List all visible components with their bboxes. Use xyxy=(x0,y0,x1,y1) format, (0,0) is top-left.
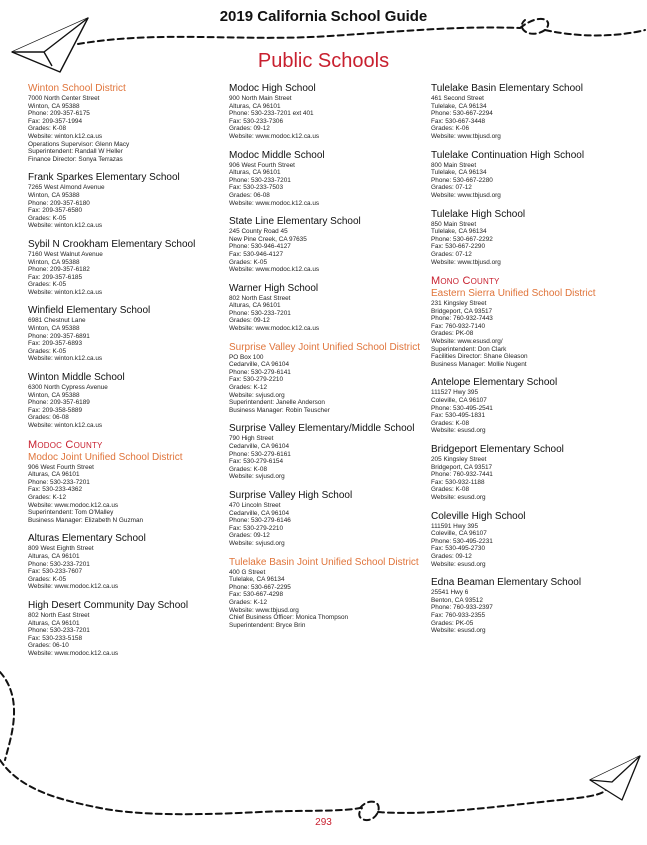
entry-detail-line: Website: www.modoc.k12.ca.us xyxy=(229,132,320,140)
district-entry xyxy=(28,439,223,525)
entry-detail-line: Phone: 530-667-2280 xyxy=(431,176,493,184)
entry-detail-line: Fax: 209-357-6893 xyxy=(28,340,83,348)
county-heading: Mono County xyxy=(431,275,500,288)
entry-detail-line: New Pine Creek, CA 97635 xyxy=(229,235,307,243)
entry-detail-line: Website: www.modoc.k12.ca.us xyxy=(28,583,119,591)
entry-detail-line: 111591 Hwy 395 xyxy=(431,522,479,530)
entry-detail-line: Website: www.modoc.k12.ca.us xyxy=(229,325,320,333)
column-3 xyxy=(431,83,626,644)
school-name: Edna Beaman Elementary School xyxy=(431,577,582,589)
entry-detail-line: 231 Kingsley Street xyxy=(431,300,487,308)
entry-detail-line: Grades: K-05 xyxy=(28,347,67,355)
entry-detail-line: PO Box 100 xyxy=(229,353,264,361)
district-name: Winton School District xyxy=(28,83,126,94)
school-name: Sybil N Crookham Elementary School xyxy=(28,238,196,250)
school-name: Frank Sparkes Elementary School xyxy=(28,172,180,184)
entry-detail-line: Phone: 209-357-6189 xyxy=(28,399,90,407)
entry-detail-line: 900 North Main Street xyxy=(229,95,292,102)
entry-detail-line: Fax: 209-358-5889 xyxy=(28,406,83,414)
entry-detail-line: 906 West Fourth Street xyxy=(229,161,295,169)
section-title: Public Schools xyxy=(257,50,390,72)
entry-detail-line: Fax: 530-279-2210 xyxy=(229,524,284,532)
entry-detail-line: Phone: 530-495-2541 xyxy=(431,404,493,412)
entry-detail-line: Grades: 09-12 xyxy=(229,532,270,540)
entry-detail-line: Superintendent: Randall W Heller xyxy=(28,148,123,156)
entry-detail-line: Website: winton.k12.ca.us xyxy=(28,132,103,140)
entry-detail-line: 111527 Hwy 395 xyxy=(431,389,479,397)
entry-detail-line: Grades: K-12 xyxy=(28,493,67,501)
entry-detail-line: 245 County Road 45 xyxy=(229,228,288,236)
district-name: Tulelake Basin Joint Unified School District xyxy=(229,556,419,568)
entry-detail-line: Business Manager: Mollie Nugent xyxy=(431,360,527,368)
entry-detail-line: Fax: 530-495-2730 xyxy=(431,545,486,553)
district-name: Surprise Valley Joint Unified School District xyxy=(229,341,421,353)
entry-detail-line: Phone: 209-357-6891 xyxy=(28,332,90,340)
entry-detail-line: Phone: 530-495-2231 xyxy=(431,537,493,545)
school-entry xyxy=(229,490,424,548)
entry-detail-line: Website: esusd.org xyxy=(431,427,486,435)
school-entry xyxy=(431,83,626,141)
district-entry xyxy=(431,275,626,368)
school-entry xyxy=(431,150,626,200)
entry-detail-line: Grades: PK-05 xyxy=(431,619,474,627)
entry-detail-line: Fax: 209-357-1994 xyxy=(28,117,83,125)
entry-detail-line: Website: esusd.org xyxy=(431,627,486,635)
school-name: Tulelake Basin Elementary School xyxy=(431,83,583,94)
entry-detail-line: 850 Main Street xyxy=(431,220,477,228)
school-entry xyxy=(28,600,223,658)
entry-detail-line: Tulelake, CA 96134 xyxy=(431,169,487,177)
entry-detail-line: Grades: K-12 xyxy=(229,384,268,392)
entry-detail-line: Grades: 09-12 xyxy=(229,317,270,325)
school-name: Antelope Elementary School xyxy=(431,377,558,389)
entry-detail-line: Website: www.tbjusd.org xyxy=(431,132,501,140)
entry-detail-line: 790 High Street xyxy=(229,435,274,443)
county-heading: Modoc County xyxy=(28,438,103,451)
entry-detail-line: Fax: 530-946-4127 xyxy=(229,250,284,258)
entry-detail-line: Grades: K-05 xyxy=(28,281,67,289)
entry-detail-line: Website: svjusd.org xyxy=(229,391,285,399)
entry-detail-line: Phone: 760-932-7441 xyxy=(431,471,493,479)
entry-detail-line: Grades: 09-12 xyxy=(431,552,472,560)
entry-detail-line: Phone: 530-233-7201 xyxy=(28,627,90,635)
district-entry xyxy=(229,557,424,630)
entry-detail-line: Fax: 530-233-5158 xyxy=(28,634,83,642)
entry-detail-line: Tulelake, CA 96134 xyxy=(431,102,487,110)
entry-detail-line: Winton, CA 95388 xyxy=(28,102,80,110)
entry-detail-line: Phone: 209-357-6180 xyxy=(28,199,90,207)
entry-detail-line: 7000 North Center Street xyxy=(28,95,100,102)
entry-detail-line: Fax: 530-932-1188 xyxy=(431,478,485,486)
entry-detail-line: Website: www.modoc.k12.ca.us xyxy=(28,501,119,509)
entry-detail-line: Alturas, CA 96101 xyxy=(28,619,80,627)
entry-detail-line: Website: winton.k12.ca.us xyxy=(28,422,103,429)
entry-detail-line: Alturas, CA 96101 xyxy=(229,302,281,310)
entry-detail-line: Fax: 530-667-2290 xyxy=(431,243,486,251)
entry-detail-line: Fax: 760-933-2355 xyxy=(431,611,486,619)
entry-detail-line: Grades: K-05 xyxy=(229,258,268,266)
school-entry xyxy=(28,239,223,297)
school-name: Winfield Elementary School xyxy=(28,305,151,317)
entry-detail-line: Phone: 760-933-2397 xyxy=(431,604,493,612)
entry-detail-line: Tulelake, CA 96134 xyxy=(431,228,487,236)
school-entry xyxy=(28,305,223,363)
entry-detail-line: 906 West Fourth Street xyxy=(28,463,94,471)
entry-detail-line: Grades: 06-10 xyxy=(28,642,69,650)
school-name: Surprise Valley Elementary/Middle School xyxy=(229,423,415,435)
entry-detail-line: Phone: 530-233-7201 xyxy=(229,176,291,184)
entry-detail-line: 25541 Hwy 6 xyxy=(431,589,469,597)
entry-detail-line: 205 Kingsley Street xyxy=(431,456,487,463)
school-entry xyxy=(229,283,424,333)
entry-detail-line: Grades: K-08 xyxy=(28,125,67,133)
entry-detail-line: 7160 West Walnut Avenue xyxy=(28,250,103,258)
entry-detail-line: Cedarville, CA 96104 xyxy=(229,509,290,517)
entry-detail-line: Phone: 209-357-6182 xyxy=(28,266,90,274)
entry-detail-line: Website: svjusd.org xyxy=(229,473,285,481)
entry-detail-line: Superintendent: Don Clark xyxy=(431,345,507,353)
entry-detail-line: Website: www.modoc.k12.ca.us xyxy=(229,266,320,274)
entry-detail-line: Alturas, CA 96101 xyxy=(28,552,80,560)
entry-detail-line: 802 North East Street xyxy=(229,294,291,302)
entry-detail-line: Website: www.esusd.org/ xyxy=(431,338,503,346)
school-name: Surprise Valley High School xyxy=(229,489,353,501)
school-name: Warner High School xyxy=(229,282,319,294)
entry-detail-line: Alturas, CA 96101 xyxy=(229,169,281,177)
school-entry xyxy=(28,372,223,430)
entry-detail-line: Alturas, CA 96101 xyxy=(229,102,281,110)
entry-detail-line: Alturas, CA 96101 xyxy=(28,471,80,479)
school-entry xyxy=(229,150,424,208)
entry-detail-line: Superintendent: Tom O'Malley xyxy=(28,509,114,517)
entry-detail-line: Website: winton.k12.ca.us xyxy=(28,288,103,296)
entry-detail-line: Tulelake, CA 96134 xyxy=(229,576,285,584)
entry-detail-line: Facilities Director: Shane Gleason xyxy=(431,353,528,361)
school-entry xyxy=(28,533,223,591)
page-header: 2019 California School Guide xyxy=(219,8,428,25)
column-1 xyxy=(28,83,223,666)
entry-detail-line: Phone: 209-357-6175 xyxy=(28,110,90,118)
entry-detail-line: Winton, CA 95388 xyxy=(28,191,80,199)
school-entry xyxy=(431,377,626,435)
entry-detail-line: Superintendent: Bryce Brin xyxy=(229,621,306,629)
entry-detail-line: Grades: 09-12 xyxy=(229,125,270,133)
district-name: Modoc Joint Unified School District xyxy=(28,451,183,463)
entry-detail-line: Phone: 530-233-7201 xyxy=(229,309,291,317)
school-entry xyxy=(229,423,424,481)
entry-detail-line: Business Manager: Elizabeth N Guzman xyxy=(28,516,144,524)
entry-detail-line: Winton, CA 95388 xyxy=(28,258,80,266)
entry-detail-line: 461 Second Street xyxy=(431,95,484,102)
entry-detail-line: Fax: 530-495-1831 xyxy=(431,412,486,420)
entry-detail-line: Winton, CA 95388 xyxy=(28,391,80,399)
entry-detail-line: Fax: 530-279-6154 xyxy=(229,458,284,466)
entry-detail-line: Fax: 530-279-2210 xyxy=(229,376,284,384)
school-entry xyxy=(28,172,223,230)
entry-detail-line: Grades: 06-08 xyxy=(28,414,69,422)
school-name: Modoc High School xyxy=(229,83,316,94)
entry-detail-line: Phone: 530-233-7201 xyxy=(28,560,90,568)
district-entry xyxy=(229,342,424,415)
entry-detail-line: Website: esusd.org xyxy=(431,493,486,501)
entry-detail-line: Grades: K-08 xyxy=(431,486,470,494)
school-name: High Desert Community Day School xyxy=(28,599,189,611)
entry-detail-line: Coleville, CA 96107 xyxy=(431,530,487,538)
entry-detail-line: Grades: 06-08 xyxy=(229,191,270,199)
page-number: 293 xyxy=(315,817,332,828)
district-entry xyxy=(28,83,223,163)
school-name: Coleville High School xyxy=(431,510,526,522)
entry-detail-line: Website: www.modoc.k12.ca.us xyxy=(28,649,119,657)
entry-detail-line: 800 Main Street xyxy=(431,161,477,169)
entry-detail-line: Finance Director: Sonya Terrazas xyxy=(28,155,123,163)
entry-detail-line: Superintendent: Janelle Anderson xyxy=(229,399,325,407)
entry-detail-line: Website: svjusd.org xyxy=(229,539,285,547)
entry-detail-line: Grades: K-08 xyxy=(229,465,268,473)
entry-detail-line: Grades: 07-12 xyxy=(431,184,472,192)
school-name: Modoc Middle School xyxy=(229,149,325,161)
entry-detail-line: Phone: 530-667-2292 xyxy=(431,235,493,243)
entry-detail-line: Coleville, CA 96107 xyxy=(431,397,487,405)
entry-detail-line: 7265 West Almond Avenue xyxy=(28,184,105,192)
entry-detail-line: Business Manager: Robin Teuscher xyxy=(229,406,330,414)
entry-detail-line: 809 West Eighth Street xyxy=(28,545,94,553)
entry-detail-line: Chief Business Officer: Monica Thompson xyxy=(229,614,349,622)
district-name: Eastern Sierra Unified School District xyxy=(431,288,596,300)
entry-detail-line: Grades: K-05 xyxy=(28,575,67,583)
entry-detail-line: Phone: 530-279-6146 xyxy=(229,517,291,525)
entry-detail-line: Fax: 530-233-4362 xyxy=(28,486,83,494)
entry-detail-line: 400 G Street xyxy=(229,568,266,576)
entry-detail-line: Fax: 209-357-6580 xyxy=(28,207,83,215)
entry-detail-line: Bridgeport, CA 93517 xyxy=(431,463,493,471)
entry-detail-line: Grades: K-06 xyxy=(431,125,470,133)
entry-detail-line: Phone: 530-946-4127 xyxy=(229,243,291,251)
entry-detail-line: Bridgeport, CA 93517 xyxy=(431,307,493,315)
entry-detail-line: Fax: 209-357-6185 xyxy=(28,273,83,281)
entry-detail-line: Website: www.tbjusd.org xyxy=(229,606,299,614)
entry-detail-line: 6981 Chestnut Lane xyxy=(28,317,86,325)
entry-detail-line: Phone: 530-233-7201 ext 401 xyxy=(229,110,314,118)
entry-detail-line: Cedarville, CA 96104 xyxy=(229,443,290,450)
entry-detail-line: 470 Lincoln Street xyxy=(229,501,281,509)
school-name: Alturas Elementary School xyxy=(28,533,146,545)
school-name: Tulelake Continuation High School xyxy=(431,149,585,161)
entry-detail-line: Phone: 530-233-7201 xyxy=(28,478,90,486)
entry-detail-line: Winton, CA 95388 xyxy=(28,325,80,333)
school-entry xyxy=(431,511,626,569)
entry-detail-line: Grades: K-08 xyxy=(431,419,470,427)
entry-detail-line: Website: www.tbjusd.org xyxy=(431,191,501,199)
entry-detail-line: 6300 North Cypress Avenue xyxy=(28,384,108,392)
entry-detail-line: Fax: 530-233-7607 xyxy=(28,568,83,576)
entry-detail-line: Fax: 530-667-3448 xyxy=(431,117,486,125)
entry-detail-line: Fax: 530-667-4298 xyxy=(229,591,284,599)
entry-detail-line: Phone: 760-932-7443 xyxy=(431,315,493,323)
school-name: State Line Elementary School xyxy=(229,216,361,228)
entry-detail-line: Phone: 530-667-2294 xyxy=(431,110,493,118)
entry-detail-line: Operations Supervisor: Glenn Macy xyxy=(28,140,130,148)
school-name: Winton Middle School xyxy=(28,372,125,384)
entry-detail-line: Fax: 530-233-7503 xyxy=(229,184,284,192)
school-entry xyxy=(431,444,626,502)
entry-detail-line: Website: www.tbjusd.org xyxy=(431,258,501,266)
entry-detail-line: Website: www.modoc.k12.ca.us xyxy=(229,199,320,207)
school-entry xyxy=(431,577,626,635)
entry-detail-line: Phone: 530-279-6141 xyxy=(229,368,291,376)
school-name: Bridgeport Elementary School xyxy=(431,444,564,455)
entry-detail-line: Website: winton.k12.ca.us xyxy=(28,355,103,363)
school-entry xyxy=(431,209,626,267)
entry-detail-line: Cedarville, CA 96104 xyxy=(229,361,290,369)
column-2 xyxy=(229,83,424,638)
entry-detail-line: Fax: 530-233-7306 xyxy=(229,117,284,125)
entry-detail-line: Grades: K-05 xyxy=(28,214,67,222)
entry-detail-line: Website: winton.k12.ca.us xyxy=(28,222,103,230)
entry-detail-line: Website: esusd.org xyxy=(431,560,486,568)
entry-detail-line: Grades: PK-08 xyxy=(431,330,474,338)
entry-detail-line: Grades: K-12 xyxy=(229,598,268,606)
entry-detail-line: Phone: 530-667-2295 xyxy=(229,583,291,591)
entry-detail-line: Phone: 530-279-6161 xyxy=(229,450,291,458)
entry-detail-line: Benton, CA 93512 xyxy=(431,596,483,604)
school-name: Tulelake High School xyxy=(431,208,526,220)
school-entry xyxy=(229,83,424,141)
entry-detail-line: 802 North East Street xyxy=(28,611,90,619)
entry-detail-line: Grades: 07-12 xyxy=(431,250,472,258)
school-entry xyxy=(229,216,424,274)
entry-detail-line: Fax: 760-932-7140 xyxy=(431,322,486,330)
